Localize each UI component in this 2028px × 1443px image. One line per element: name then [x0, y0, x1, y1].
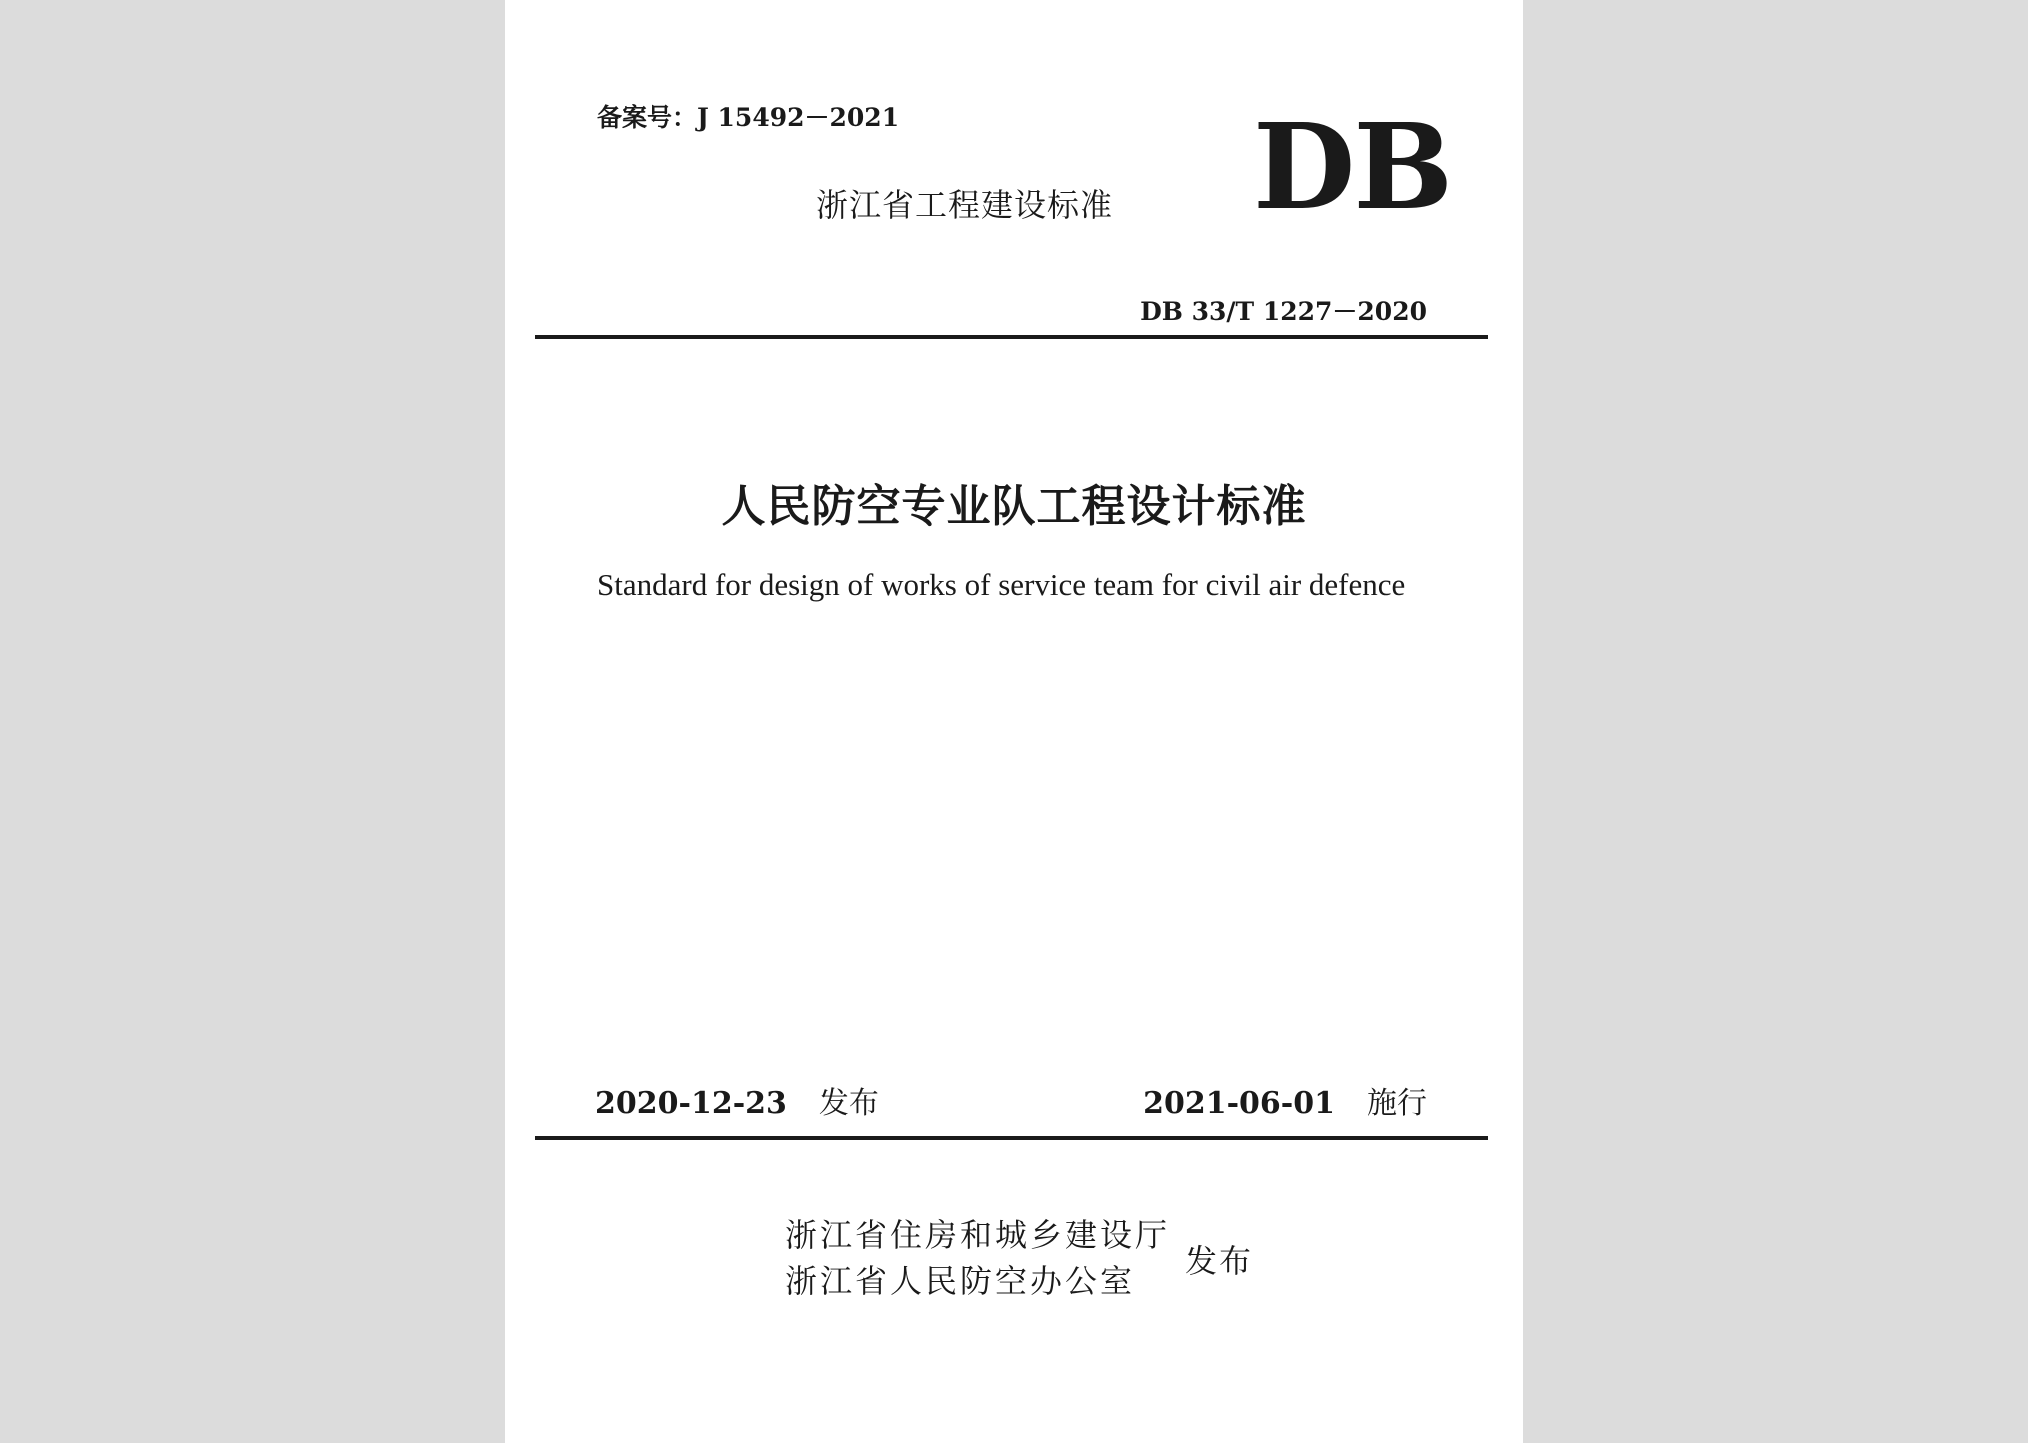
implement-date: 2021-06-01: [1143, 1086, 1335, 1121]
bottom-divider: [535, 1136, 1488, 1140]
title-chinese: 人民防空专业队工程设计标准: [721, 481, 1307, 532]
standard-code: DB 33/T 1227－2020: [1140, 297, 1427, 326]
issue-date-line: [595, 1078, 879, 1122]
issue-date: 2020-12-23: [595, 1086, 787, 1121]
top-divider: [535, 335, 1488, 339]
standard-category: 浙江省工程建设标准: [816, 186, 1114, 224]
implement-date-line: [1143, 1078, 1427, 1122]
issue-label: 发布: [818, 1086, 879, 1121]
record-number: 备案号：J 15492－2021: [597, 103, 900, 132]
publisher-civil-air-defence-office: 浙江省人民防空办公室: [785, 1262, 1136, 1300]
publish-label: 发布: [1185, 1242, 1254, 1280]
publisher-housing-dept: 浙江省住房和城乡建设厅: [785, 1216, 1171, 1254]
db-logo: DB: [1253, 97, 1452, 236]
implement-label: 施行: [1367, 1086, 1427, 1121]
publishers-block: [785, 1212, 1170, 1304]
title-english: Standard for design of works of service team for civil air defence: [597, 567, 1406, 602]
document-cover-page: [505, 0, 1523, 1443]
